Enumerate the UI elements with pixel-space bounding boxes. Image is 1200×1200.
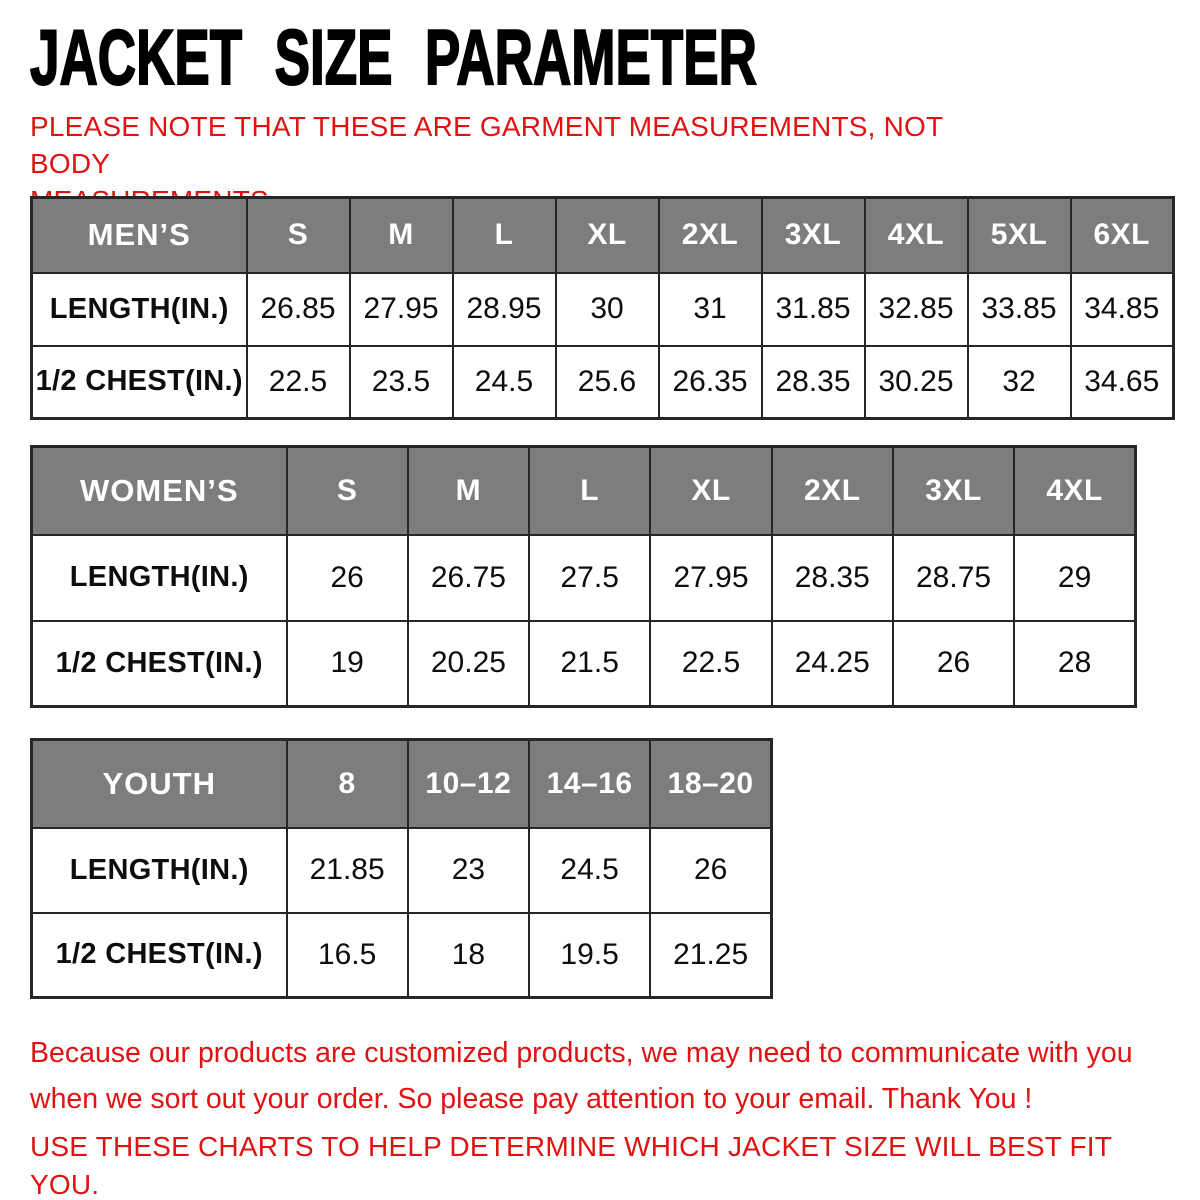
- size-header-row: [32, 447, 1136, 535]
- measurement-value: 26.75: [408, 535, 529, 621]
- measurement-value: 33.85: [968, 273, 1071, 346]
- measurement-value: 23.5: [350, 346, 453, 419]
- row-label: LENGTH(IN.): [32, 535, 287, 621]
- row-label: 1/2 CHEST(IN.): [32, 346, 247, 419]
- table-group-title: MEN’S: [32, 198, 247, 273]
- measurement-value: 28.75: [893, 535, 1014, 621]
- measurement-value: 24.25: [772, 621, 893, 707]
- size-header-row: [32, 198, 1174, 273]
- measurement-value: 21.5: [529, 621, 650, 707]
- size-table-womens: [30, 445, 1137, 708]
- measurement-value: 19.5: [529, 913, 650, 998]
- measurement-value: 28.35: [762, 346, 865, 419]
- table-group-title: WOMEN’S: [32, 447, 287, 535]
- measurement-value: 28.95: [453, 273, 556, 346]
- measurement-value: 25.6: [556, 346, 659, 419]
- measurement-value: 22.5: [247, 346, 350, 419]
- measurement-value: 27.5: [529, 535, 650, 621]
- size-header-row: [32, 740, 772, 828]
- measurement-value: 24.5: [453, 346, 556, 419]
- measurement-value: 34.65: [1071, 346, 1174, 419]
- size-column-header: XL: [650, 447, 771, 535]
- measurement-row: [32, 913, 772, 998]
- size-column-header: 4XL: [865, 198, 968, 273]
- size-column-header: 3XL: [762, 198, 865, 273]
- measurement-row: [32, 535, 1136, 621]
- measurement-value: 28: [1014, 621, 1135, 707]
- row-label: 1/2 CHEST(IN.): [32, 621, 287, 707]
- measurement-value: 22.5: [650, 621, 771, 707]
- measurement-value: 26: [650, 828, 771, 913]
- measurement-value: 21.85: [287, 828, 408, 913]
- size-column-header: S: [287, 447, 408, 535]
- measurement-value: 19: [287, 621, 408, 707]
- size-column-header: S: [247, 198, 350, 273]
- row-label: LENGTH(IN.): [32, 828, 287, 913]
- measurement-row: [32, 828, 772, 913]
- measurement-value: 34.85: [1071, 273, 1174, 346]
- size-column-header: 2XL: [772, 447, 893, 535]
- measurement-row: [32, 346, 1174, 419]
- measurement-value: 26: [287, 535, 408, 621]
- footer-usage-note: USE THESE CHARTS TO HELP DETERMINE WHICH JACKET SIZE WILL BEST FIT YOU.: [30, 1131, 1112, 1200]
- size-column-header: 8: [287, 740, 408, 828]
- measurement-value: 21.25: [650, 913, 771, 998]
- size-table-mens: [30, 196, 1175, 420]
- measurement-value: 30: [556, 273, 659, 346]
- size-column-header: 3XL: [893, 447, 1014, 535]
- table-group-title: YOUTH: [32, 740, 287, 828]
- size-table-youth: [30, 738, 773, 999]
- measurement-value: 16.5: [287, 913, 408, 998]
- size-column-header: 2XL: [659, 198, 762, 273]
- measurement-row: [32, 621, 1136, 707]
- measurement-value: 23: [408, 828, 529, 913]
- size-column-header: XL: [556, 198, 659, 273]
- measurement-value: 26.35: [659, 346, 762, 419]
- measurement-value: 26: [893, 621, 1014, 707]
- measurement-value: 24.5: [529, 828, 650, 913]
- measurement-value: 30.25: [865, 346, 968, 419]
- size-column-header: 10–12: [408, 740, 529, 828]
- size-column-header: L: [453, 198, 556, 273]
- measurement-value: 29: [1014, 535, 1135, 621]
- measurement-value: 27.95: [350, 273, 453, 346]
- measurement-value: 18: [408, 913, 529, 998]
- size-column-header: 5XL: [968, 198, 1071, 273]
- measurement-value: 20.25: [408, 621, 529, 707]
- measurement-value: 32: [968, 346, 1071, 419]
- page-title: JACKET SIZE PARAMETER: [30, 13, 757, 101]
- size-column-header: 6XL: [1071, 198, 1174, 273]
- size-column-header: 14–16: [529, 740, 650, 828]
- measurement-row: [32, 273, 1174, 346]
- footer-communication-line-2: when we sort out your order. So please pay attention to your email. Thank You !: [30, 1083, 1033, 1115]
- row-label: 1/2 CHEST(IN.): [32, 913, 287, 998]
- measurement-value: 26.85: [247, 273, 350, 346]
- measurement-value: 28.35: [772, 535, 893, 621]
- size-column-header: M: [408, 447, 529, 535]
- measurement-value: 31.85: [762, 273, 865, 346]
- footer-communication-line-1: Because our products are customized products, we may need to communicate with you: [30, 1037, 1133, 1069]
- size-column-header: L: [529, 447, 650, 535]
- measurement-value: 27.95: [650, 535, 771, 621]
- size-column-header: 4XL: [1014, 447, 1135, 535]
- measurement-value: 31: [659, 273, 762, 346]
- row-label: LENGTH(IN.): [32, 273, 247, 346]
- size-column-header: 18–20: [650, 740, 771, 828]
- measurement-value: 32.85: [865, 273, 968, 346]
- footer-communication-note: [30, 1030, 1180, 1122]
- size-column-header: M: [350, 198, 453, 273]
- garment-note-line-1: PLEASE NOTE THAT THESE ARE GARMENT MEASUREMENTS, NOT BODY: [30, 111, 943, 179]
